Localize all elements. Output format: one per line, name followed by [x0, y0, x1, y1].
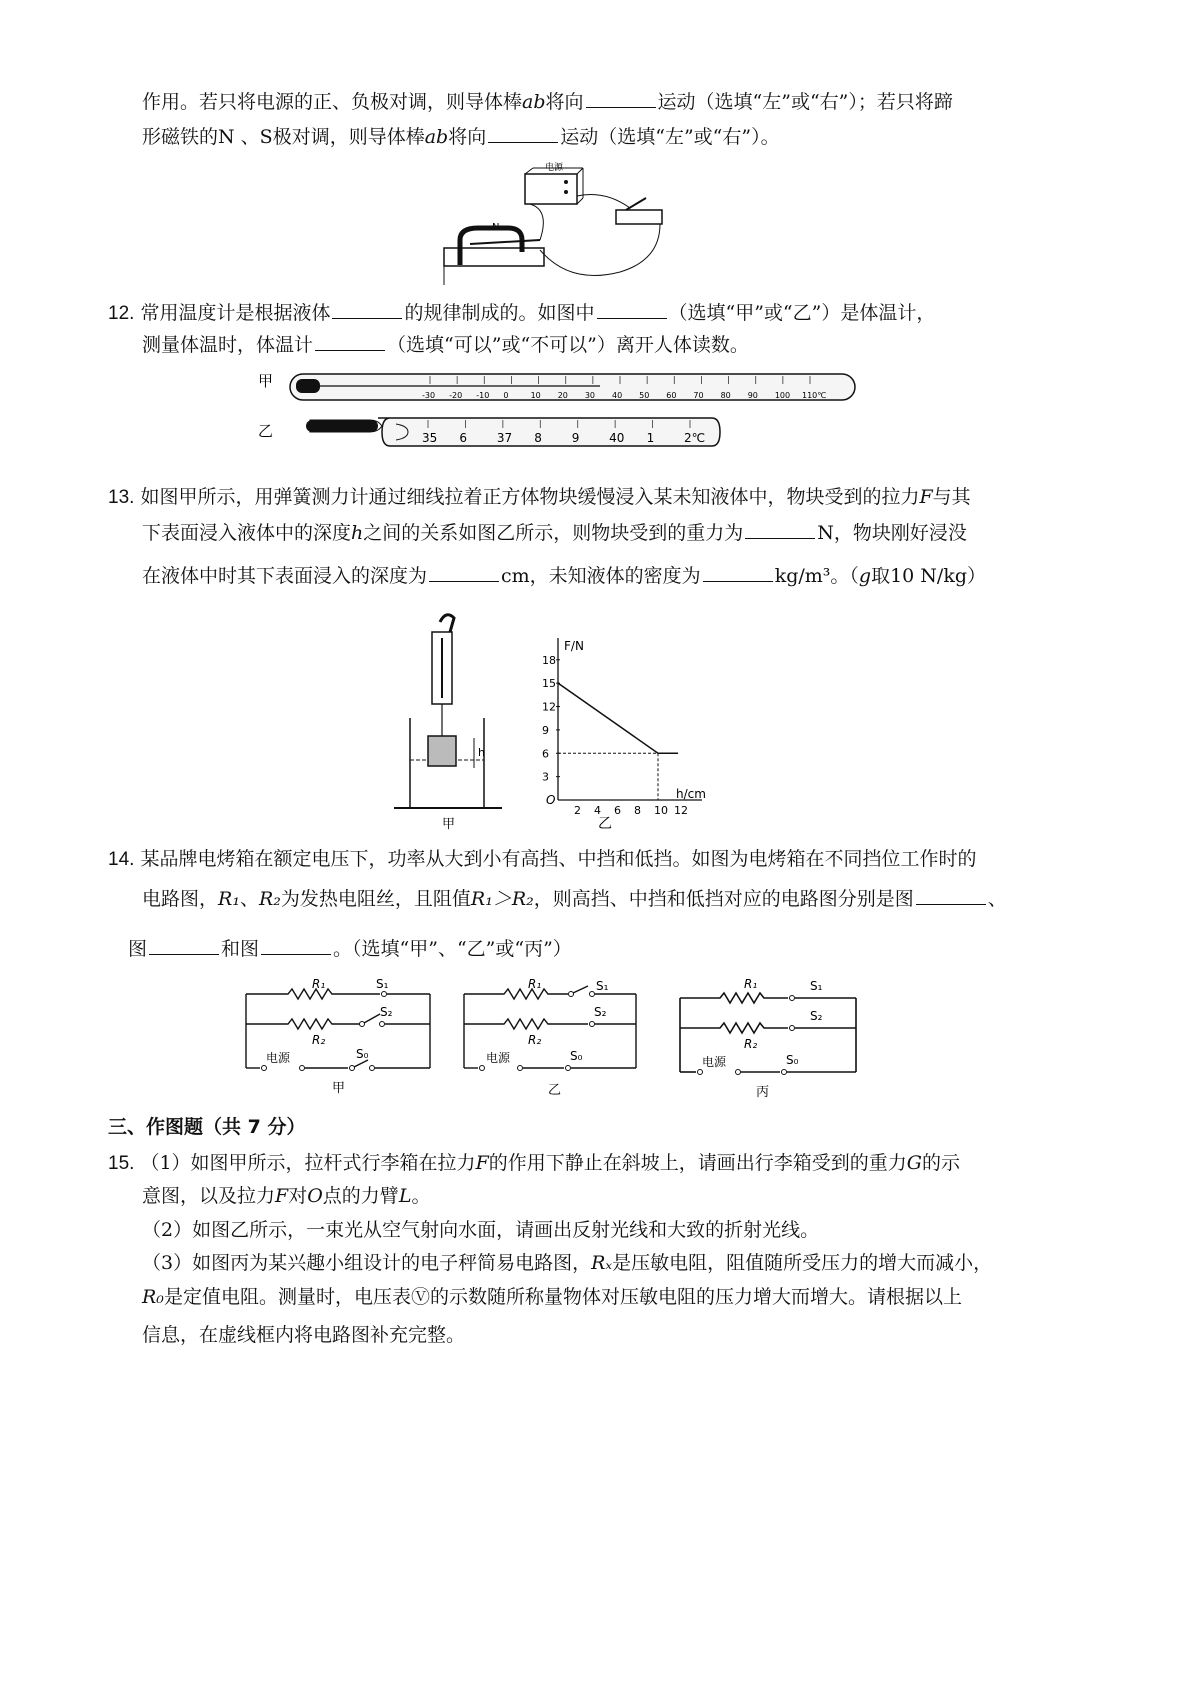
c2-caption: 乙 [548, 1083, 562, 1098]
c1-s1: S₁ [376, 977, 389, 991]
lab-tick-label: 60 [666, 391, 677, 400]
q13-blank-1[interactable] [745, 520, 815, 539]
x-tick-label: 2 [574, 804, 581, 817]
clinical-bulb [306, 420, 378, 432]
q11-line-1: 作用。若只将电源的正、负极对调，则导体棒ab将向 运动（选填“左”或“右”）；若只将蹄 [142, 91, 953, 113]
c1-caption: 甲 [332, 1081, 346, 1096]
fig-jia-caption: 甲 [442, 817, 456, 832]
q13-blank-2[interactable] [429, 563, 499, 582]
q15-line-5: R₀是定值电阻。测量时，电压表Ⓥ的示数随所称量物体对压敏电阻的压力增大而增大。请根据以上 [142, 1286, 962, 1308]
x-tick-label: 8 [634, 804, 641, 817]
q15-line-6: 信息，在虚线框内将电路图补充完整。 [142, 1324, 466, 1346]
q11-motor-figure [430, 160, 670, 288]
q15-line-3: （2）如图乙所示，一束光从空气射向水面，请画出反射光线和大致的折射光线。 [142, 1219, 820, 1241]
q14-line-1: 14. 某品牌电烤箱在额定电压下，功率从大到小有高挡、中挡和低挡。如图为电烤箱在不同挡位工作时的 [108, 848, 977, 870]
c1-s0: S₀ [356, 1047, 369, 1061]
x-tick-label: 4 [594, 804, 601, 817]
lab-tick-label: -10 [476, 391, 490, 400]
chart-axes [558, 638, 702, 800]
clinical-tick-label: 35 [422, 431, 438, 445]
y-tick-label: 6 [542, 747, 549, 761]
c1-r2: R₂ [312, 1033, 326, 1047]
q14-blank-2[interactable] [149, 936, 219, 955]
section-3-heading: 三、作图题（共 7 分） [108, 1116, 306, 1138]
c2-s2: S₂ [594, 1005, 607, 1019]
q12-line-2: 测量体温时，体温计 （选填“可以”或“不可以”）离开人体读数。 [142, 334, 749, 356]
q13-spring-scale-figure [390, 608, 510, 832]
lab-tick-label: 40 [612, 391, 623, 400]
horseshoe-magnet [460, 228, 522, 265]
c2-s1: S₁ [596, 979, 609, 993]
lab-tick-label: 90 [747, 391, 758, 400]
q14-circuit-jia [240, 966, 440, 1102]
q13-blank-3[interactable] [703, 563, 773, 582]
lab-tick-label: 110℃ [802, 391, 827, 400]
c1-s2: S₂ [380, 1005, 393, 1019]
c3-r1: R₁ [744, 977, 758, 991]
lab-thermometer [290, 374, 855, 400]
q13-line-3: 在液体中时其下表面浸入的深度为 cm，未知液体的密度为 kg/m³。（g取10 N/kg） [142, 565, 986, 587]
switch-base [616, 210, 662, 224]
c1-r1: R₁ [312, 977, 326, 991]
lab-tick-label: 30 [584, 391, 596, 400]
q11-blank-2[interactable] [488, 124, 558, 143]
power-label: 电源 [545, 163, 564, 173]
lab-bulb [296, 379, 320, 393]
y-tick-label: 18 [542, 653, 556, 667]
q15-line-4: （3）如图丙为某兴趣小组设计的电子秤简易电路图，Rₓ是压敏电阻，阻值随所受压力的增大而减小， [142, 1252, 993, 1274]
fig-yi-caption: 乙 [598, 816, 612, 832]
clinical-tick-label: 37 [496, 431, 513, 445]
q11-blank-1[interactable] [586, 89, 656, 108]
lab-tick-label: 20 [557, 391, 568, 400]
chart-series [558, 683, 678, 753]
hook-top [440, 615, 454, 632]
chart-origin: O [546, 793, 556, 807]
c1-power: 电源 [266, 1051, 291, 1065]
q13-line-1: 13. 如图甲所示，用弹簧测力计通过细线拉着正方体物块缓慢浸入某未知液体中，物块受到的拉力F与其 [108, 486, 971, 508]
therm-yi-label: 乙 [258, 422, 274, 440]
series-line [558, 683, 678, 753]
q14-circuit-yi [456, 966, 652, 1102]
c3-r2: R₂ [744, 1037, 758, 1051]
n-pole-label: N [492, 222, 500, 233]
clinical-tick-label: 40 [609, 431, 625, 445]
therm-jia-label: 甲 [258, 372, 274, 390]
h-marker: h [478, 746, 485, 759]
c3-s1: S₁ [810, 979, 823, 993]
c3-caption: 丙 [756, 1085, 770, 1100]
chart-guides [558, 753, 658, 800]
q15-line-1: 15. （1）如图甲所示，拉杆式行李箱在拉力F的作用下静止在斜坡上，请画出行李箱受到的重力G的示 [108, 1152, 960, 1174]
power-supply-box [525, 174, 577, 204]
c3-s0: S₀ [786, 1053, 799, 1067]
c3-s2: S₂ [810, 1009, 823, 1023]
y-tick-label: 12 [542, 700, 556, 714]
chart-ticks [542, 654, 688, 817]
switch-lever [626, 198, 646, 210]
q11-line-2: 形磁铁的N 、S极对调，则导体棒ab将向 运动（选填“左”或“右”）。 [142, 126, 780, 148]
c2-r2: R₂ [528, 1033, 542, 1047]
lab-tick-label: 50 [639, 391, 650, 400]
clinical-tick-label: 1 [646, 431, 655, 445]
conductor-rod [470, 240, 540, 244]
q14-blank-3[interactable] [261, 936, 331, 955]
c2-r1: R₁ [528, 977, 542, 991]
c3-power: 电源 [702, 1055, 727, 1069]
lab-tick-label: -30 [422, 391, 436, 400]
q12-blank-1[interactable] [332, 300, 402, 319]
lab-tick-label: -20 [449, 391, 463, 400]
cube-block [428, 736, 456, 766]
x-tick-label: 12 [674, 804, 688, 817]
lab-tick-label: 10 [530, 391, 541, 400]
chart-x-axis-label: h/cm [676, 787, 706, 801]
clinical-tick-label: 6 [459, 431, 468, 445]
lab-tick-label: 80 [720, 391, 731, 400]
q14-blank-1[interactable] [916, 886, 986, 905]
q14-circuit-bing [672, 966, 868, 1102]
q12-line-1: 12. 常用温度计是根据液体 的规律制成的。如图中 （选填“甲”或“乙”）是体温计， [108, 302, 936, 324]
q13-force-depth-chart [530, 632, 720, 832]
q13-line-2: 下表面浸入液体中的深度h之间的关系如图乙所示，则物块受到的重力为 N，物块刚好浸没 [142, 522, 967, 544]
lab-tick-label: 0 [503, 391, 509, 400]
q12-blank-2[interactable] [597, 300, 667, 319]
q14-line-3: 图 和图 。（选填“甲”、“乙”或“丙”） [128, 938, 572, 960]
lab-tick-label: 100 [774, 391, 791, 400]
q15-line-2: 意图，以及拉力F对O点的力臂L。 [142, 1185, 431, 1207]
clinical-tick-label: 8 [534, 431, 542, 445]
c2-s0: S₀ [570, 1049, 583, 1063]
x-tick-label: 10 [654, 804, 668, 817]
y-tick-label: 3 [542, 770, 549, 784]
c2-power: 电源 [486, 1051, 511, 1065]
chart-y-axis-label: F/N [564, 639, 584, 653]
q14-line-2: 电路图，R₁、R₂为发热电阻丝，且阻值R₁＞R₂，则高挡、中挡和低挡对应的电路图分别是图 、 [142, 888, 1007, 910]
clinical-tick-label: 2℃ [684, 431, 706, 445]
lab-tick-label: 70 [693, 391, 704, 400]
q12-blank-3[interactable] [315, 332, 385, 351]
q12-thermometers-figure [250, 362, 870, 462]
y-tick-label: 15 [542, 677, 556, 691]
clinical-tick-label: 9 [571, 431, 580, 445]
x-tick-label: 6 [614, 804, 621, 817]
y-tick-label: 9 [542, 723, 549, 737]
